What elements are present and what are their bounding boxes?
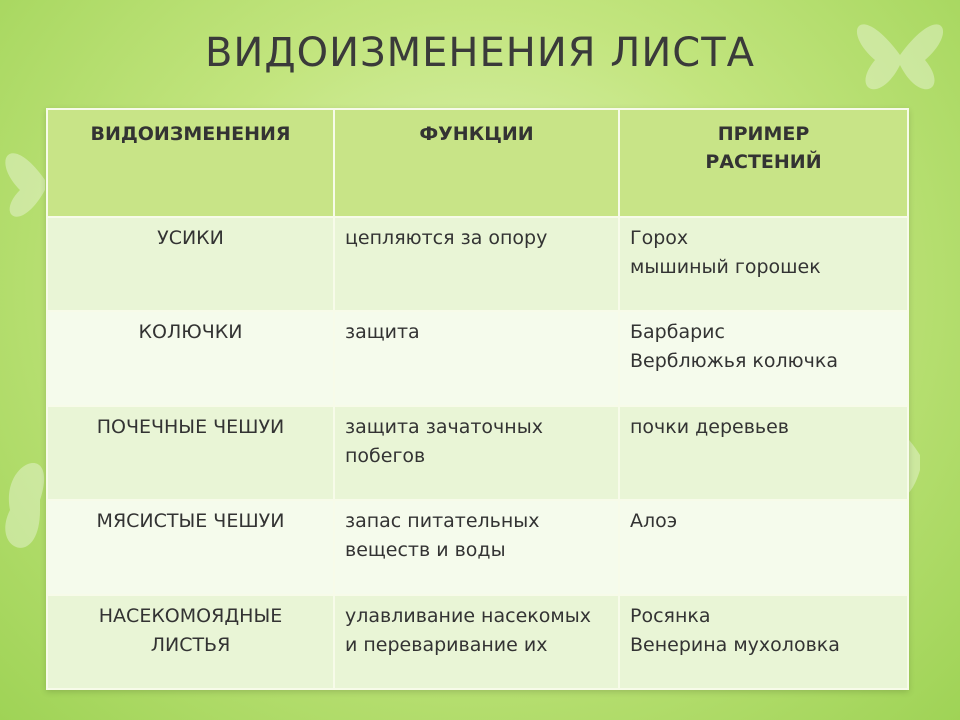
examples-cell — [619, 406, 908, 500]
leaf-modifications-table — [46, 108, 909, 690]
column-header-function: ФУНКЦИИ — [334, 109, 619, 217]
example-plant: Верблюжья колючка — [630, 350, 839, 373]
page-title: ВИДОИЗМЕНЕНИЯ ЛИСТА — [204, 30, 756, 76]
function-cell: защита зачаточных побегов — [334, 406, 619, 500]
column-header-examples-text: ПРИМЕР РАСТЕНИЙ — [705, 123, 822, 173]
function-cell: цепляются за опору — [334, 217, 619, 311]
table-row — [47, 500, 908, 594]
modification-name-cell: МЯСИСТЫЕ ЧЕШУИ — [47, 500, 334, 594]
table-row — [47, 311, 908, 405]
column-header-examples — [619, 109, 908, 217]
examples-cell — [619, 217, 908, 311]
table-header-row — [47, 109, 908, 217]
modification-name-cell: КОЛЮЧКИ — [47, 311, 334, 405]
example-plant: Венерина мухоловка — [630, 633, 840, 656]
function-cell: запас питательных веществ и воды — [334, 500, 619, 594]
table-row — [47, 217, 908, 311]
examples-cell — [619, 595, 908, 689]
modification-name-cell: НАСЕКОМОЯДНЫЕ ЛИСТЬЯ — [47, 595, 334, 689]
example-plant: Алоэ — [630, 510, 678, 533]
column-header-modification: ВИДОИЗМЕНЕНИЯ — [47, 109, 334, 217]
table-row — [47, 406, 908, 500]
examples-cell — [619, 311, 908, 405]
example-plant: Барбарис — [630, 321, 725, 344]
function-cell: улавливание насекомых и переваривание их — [334, 595, 619, 689]
function-cell: защита — [334, 311, 619, 405]
example-plant: Росянка — [630, 604, 711, 627]
modification-name-cell: УСИКИ — [47, 217, 334, 311]
table-row — [47, 595, 908, 689]
modification-name-cell: ПОЧЕЧНЫЕ ЧЕШУИ — [47, 406, 334, 500]
examples-cell — [619, 500, 908, 594]
example-plant: почки деревьев — [630, 415, 789, 438]
example-plant: мышиный горошек — [630, 256, 821, 278]
example-plant: Горох — [630, 227, 689, 249]
